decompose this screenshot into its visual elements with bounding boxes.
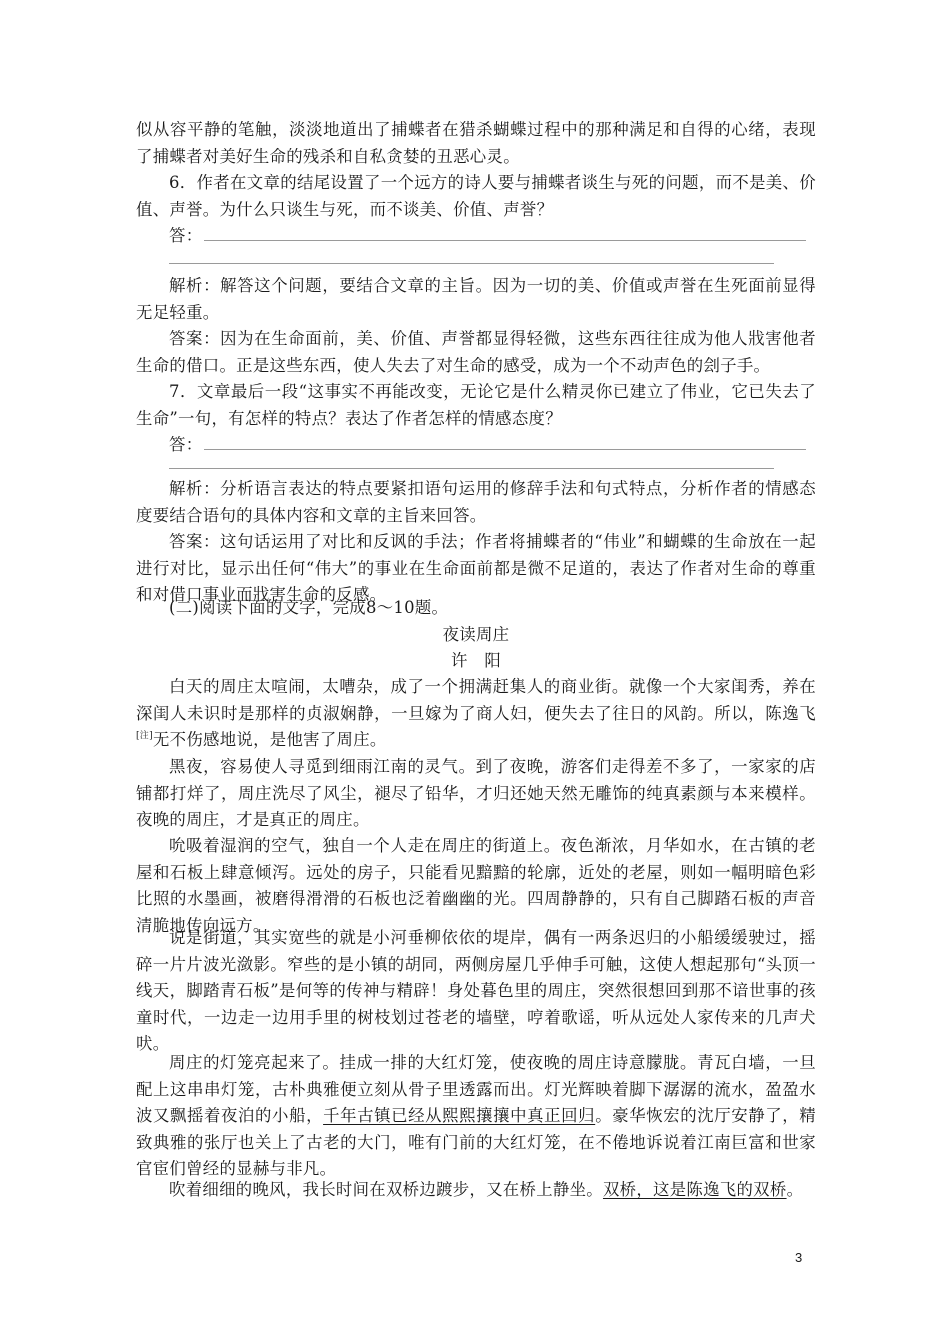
p1-text-a: 白天的周庄太喧闹，太嘈杂，成了一个拥满赶集人的商业街。就像一个大家闺秀，养在深闺人未识时是那样的贞淑娴静，一旦嫁为了商人妇，便失去了往日的风韵。所以，陈逸飞 <box>136 677 816 723</box>
essay-paragraph-5 <box>136 1050 816 1183</box>
p5-text-b: 。豪华恢宏的沈厅安静了，精致典雅的张厅也关上了古老的大门，唯有门前的大红灯笼，在不倦地诉说着江南巨富和世家官宦们曾经的显赫与非凡。 <box>136 1106 816 1178</box>
q7-analysis: 解析：分析语言表达的特点要紧扣语句运用的修辞手法和句式特点，分析作者的情感态度要结合语句的具体内容和文章的主旨来回答。 <box>136 479 816 525</box>
page-number: 3 <box>795 1250 803 1265</box>
p6-text-a: 吹着细细的晚风，我长时间在双桥边踱步，又在桥上静坐。 <box>169 1180 603 1199</box>
answer-label-q6: 答： <box>169 226 203 245</box>
question-7: 7．文章最后一段“这事实不再能改变，无论它是什么精灵你已建立了伟业，它已失去了生命”一句，有怎样的特点？表达了作者怎样的情感态度？ <box>136 382 816 428</box>
p6-text-b: 。 <box>786 1180 804 1199</box>
essay-paragraph-4: 说是街道，其实宽些的就是小河垂柳依依的堤岸，偶有一两条迟归的小船缓缓驶过，摇碎一片片波光潋影。窄些的是小镇的胡同，两侧房屋几乎伸手可触，这使人想起那句“头顶一线天，脚踏青石板”是何等的传神与精辟！身处暮色里的周庄，突然很想回到那不谙世事的孩童时代，一边走一边用手里的树枝划过苍老的墙壁，哼着歌谣，听从远处人家传来的几声犬吠。 <box>136 928 816 1053</box>
essay-paragraph-1 <box>136 674 816 754</box>
p5-text-a: 周庄的灯笼亮起来了。挂成一排的大红灯笼，使夜晚的周庄诗意朦胧。青瓦白墙，一旦配上这串串灯笼，古朴典雅便立刻从骨子里透露而出。灯光辉映着脚下潺潺的流水，盈盈水波又飘摇着夜泊的小船， <box>136 1053 816 1125</box>
essay-paragraph-2: 黑夜，容易使人寻觅到细雨江南的灵气。到了夜晚，游客们走得差不多了，一家家的店铺都打烊了，周庄洗尽了风尘，褪尽了铅华，才归还她天然无雕饰的纯真素颜与本来模样。夜晚的周庄，才是真正的周庄。 <box>136 757 816 829</box>
answer-line-q6-1[interactable] <box>204 240 806 241</box>
q6-answer: 答案：因为在生命面前，美、价值、声誉都显得轻微，这些东西往往成为他人戕害他者生命的借口。正是这些东西，使人失去了对生命的感受，成为一个不动声色的刽子手。 <box>136 329 816 375</box>
p5-underlined-sentence: 千年古镇已经从熙熙攘攘中真正回归 <box>323 1106 596 1125</box>
essay-paragraph-3: 吮吸着湿润的空气，独自一个人走在周庄的街道上。夜色渐浓，月华如水，在古镇的老屋和石板上肆意倾泻。远处的房子，只能看见黯黯的轮廓，近处的老屋，则如一幅明暗色彩比照的水墨画，被磨得滑滑的石板也泛着幽幽的光。四周静静的，只有自己脚踏石板的声音清脆地传向远方。 <box>136 836 816 935</box>
q6-analysis: 解析：解答这个问题，要结合文章的主旨。因为一切的美、价值或声誉在生死面前显得无足轻重。 <box>136 276 816 322</box>
footnote-marker: [注] <box>136 731 153 741</box>
essay-title: 夜读周庄 <box>442 625 510 644</box>
section-2-heading: (二)阅读下面的文字，完成8～10题。 <box>169 598 449 617</box>
question-6: 6．作者在文章的结尾设置了一个远方的诗人要与捕蝶者谈生与死的问题，而不是美、价值、声誉。为什么只谈生与死，而不谈美、价值、声誉？ <box>136 173 816 219</box>
answer-line-q7-1[interactable] <box>204 449 806 450</box>
essay-author: 许 阳 <box>450 651 502 670</box>
p1-text-b: 无不伤感地说，是他害了周庄。 <box>152 730 387 749</box>
q7-answer: 答案：这句话运用了对比和反讽的手法；作者将捕蝶者的“伟业”和蝴蝶的生命放在一起进行对比，显示出任何“伟大”的事业在生命面前都是微不足道的，表达了作者对生命的尊重和对借口事业而戕害生命的反感。 <box>136 532 816 604</box>
answer-label-q7: 答： <box>169 435 203 454</box>
answer-line-q6-2[interactable] <box>169 263 774 264</box>
paragraph-continuation: 似从容平静的笔触，淡淡地道出了捕蝶者在猎杀蝴蝶过程中的那种满足和自得的心绪，表现了捕蝶者对美好生命的残杀和自私贪婪的丑恶心灵。 <box>136 120 816 166</box>
p6-underlined-sentence: 双桥，这是陈逸飞的双桥 <box>602 1180 787 1199</box>
answer-line-q7-2[interactable] <box>169 468 774 469</box>
essay-paragraph-6 <box>136 1177 816 1204</box>
